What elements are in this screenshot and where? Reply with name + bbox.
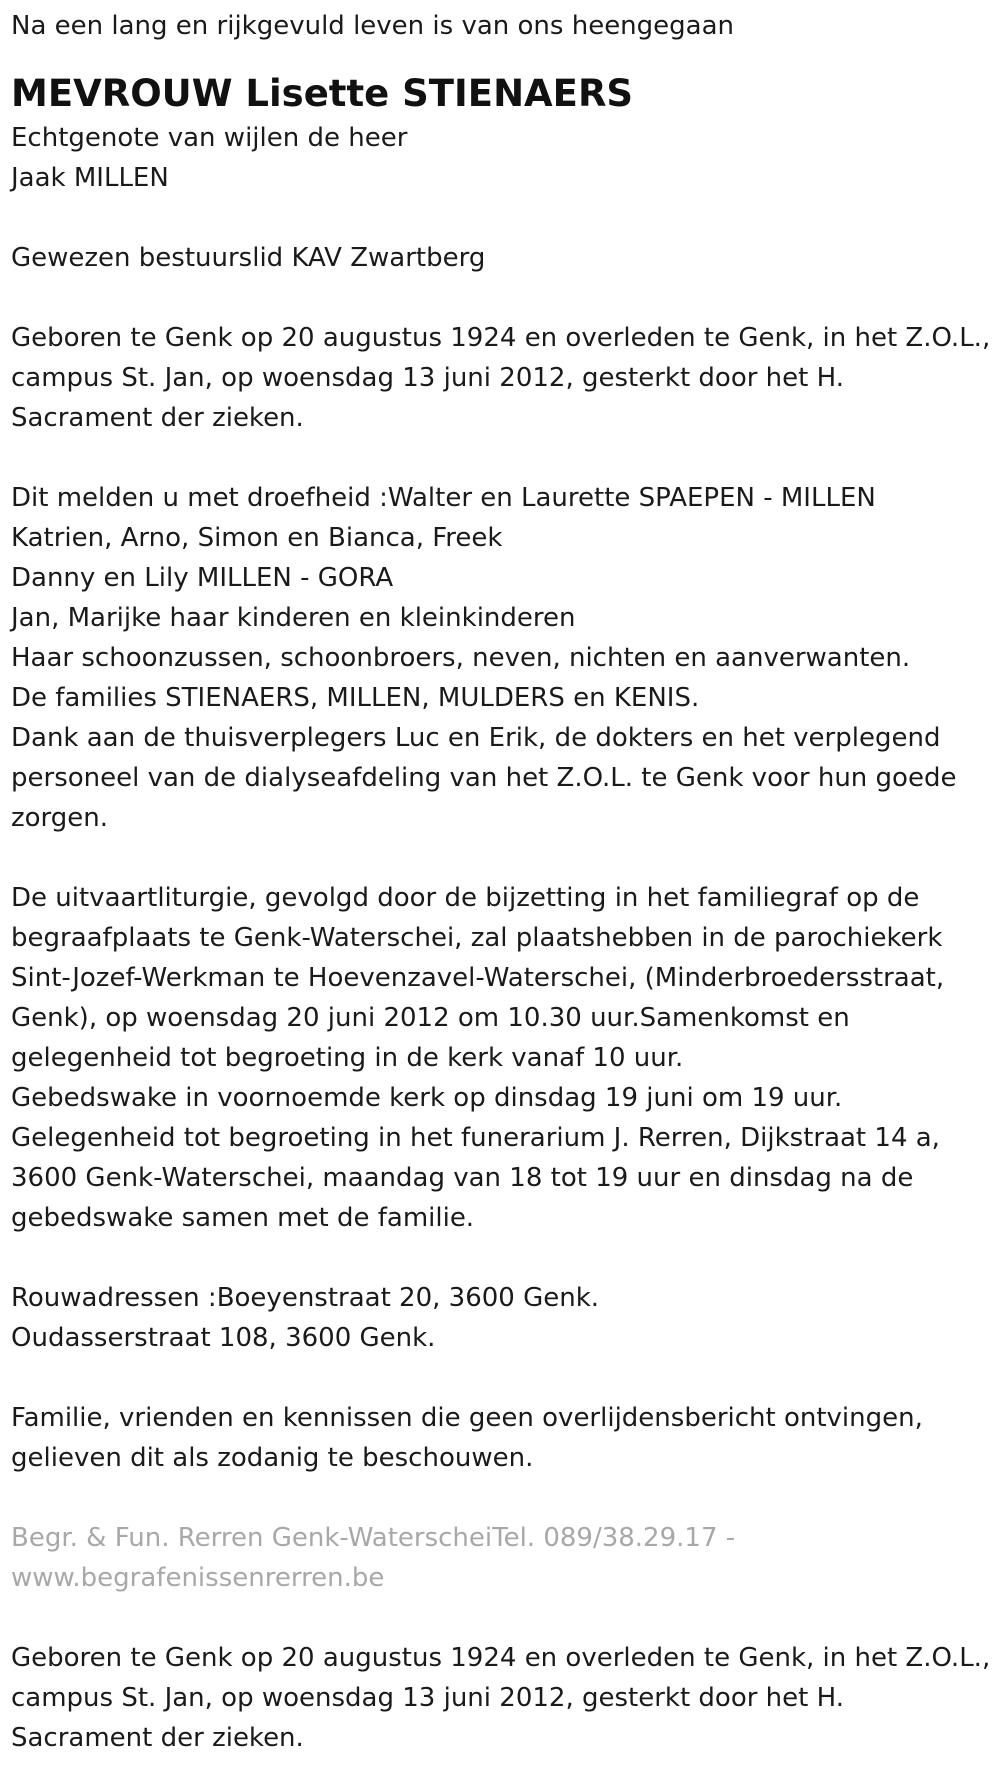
notice-line: Familie, vrienden en kennissen die geen overlijdensbericht ontvingen, — [11, 1403, 923, 1433]
funeral-line: begraafplaats te Genk-Waterschei, zal plaatshebben in de parochiekerk — [11, 923, 943, 953]
address-block — [11, 1278, 996, 1358]
funeral-line: Gebedswake in voornoemde kerk op dinsdag 19 juni om 19 uur. — [11, 1083, 843, 1113]
notice-block — [11, 1398, 996, 1478]
birth-death-repeat-line: Sacrament der zieken. — [11, 1723, 304, 1753]
funeral-line: 3600 Genk-Waterschei, maandag van 18 tot 19 uur en dinsdag na de — [11, 1163, 914, 1193]
birth-death-line: Geboren te Genk op 20 augustus 1924 en overleden te Genk, in het Z.O.L., — [11, 323, 991, 353]
birth-death-block — [11, 318, 996, 438]
family-line: De families STIENAERS, MILLEN, MULDERS en KENIS. — [11, 683, 700, 713]
funeral-line: Gelegenheid tot begroeting in het funerarium J. Rerren, Dijkstraat 14 a, — [11, 1123, 940, 1153]
family-line: Dit melden u met droefheid :Walter en Laurette SPAEPEN - MILLEN — [11, 483, 876, 513]
spouse-block — [11, 118, 996, 198]
birth-death-repeat-line: Geboren te Genk op 20 augustus 1924 en overleden te Genk, in het Z.O.L., — [11, 1643, 991, 1673]
family-line: Danny en Lily MILLEN - GORA — [11, 563, 394, 593]
family-line: Dank aan de thuisverplegers Luc en Erik, de dokters en het verplegend — [11, 723, 941, 753]
family-block — [11, 478, 996, 838]
funeral-home-block — [11, 1518, 996, 1598]
funeral-line: De uitvaartliturgie, gevolgd door de bijzetting in het familiegraf op de — [11, 883, 920, 913]
birth-death-line: campus St. Jan, op woensdag 13 juni 2012, gesterkt door het H. — [11, 363, 844, 393]
deceased-name: MEVROUW Lisette STIENAERS — [11, 72, 634, 115]
funeral-line: Genk), op woensdag 20 juni 2012 om 10.30 uur.Samenkomst en — [11, 1003, 850, 1033]
birth-death-repeat-line: campus St. Jan, op woensdag 13 juni 2012, gesterkt door het H. — [11, 1683, 844, 1713]
spouse-line: Echtgenote van wijlen de heer — [11, 123, 408, 153]
birth-death-line: Sacrament der zieken. — [11, 403, 304, 433]
family-line: Katrien, Arno, Simon en Bianca, Freek — [11, 523, 503, 553]
spouse-line: Jaak MILLEN — [11, 163, 169, 193]
address-line: Rouwadressen :Boeyenstraat 20, 3600 Genk. — [11, 1283, 600, 1313]
family-line: Haar schoonzussen, schoonbroers, neven, nichten en aanverwanten. — [11, 643, 911, 673]
funeral-home-website: www.begrafenissenrerren.be — [11, 1563, 385, 1593]
obituary-document — [11, 0, 996, 1758]
funeral-block — [11, 878, 996, 1238]
notice-line: gelieven dit als zodanig te beschouwen. — [11, 1443, 534, 1473]
role-block — [11, 238, 996, 278]
birth-death-repeat-block — [11, 1638, 996, 1758]
family-line: zorgen. — [11, 803, 109, 833]
funeral-line: gelegenheid tot begroeting in de kerk vanaf 10 uur. — [11, 1043, 684, 1073]
address-line: Oudasserstraat 108, 3600 Genk. — [11, 1323, 436, 1353]
family-line: personeel van de dialyseafdeling van het Z.O.L. te Genk voor hun goede — [11, 763, 957, 793]
funeral-line: Sint-Jozef-Werkman te Hoevenzavel-Waterschei, (Minderbroedersstraat, — [11, 963, 945, 993]
intro-text: Na een lang en rijkgevuld leven is van ons heengegaan — [11, 11, 735, 41]
role-line: Gewezen bestuurslid KAV Zwartberg — [11, 243, 486, 273]
family-line: Jan, Marijke haar kinderen en kleinkinderen — [11, 603, 576, 633]
funeral-line: gebedswake samen met de familie. — [11, 1203, 475, 1233]
funeral-home-line: Begr. & Fun. Rerren Genk-WaterscheiTel. 089/38.29.17 - — [11, 1523, 736, 1553]
